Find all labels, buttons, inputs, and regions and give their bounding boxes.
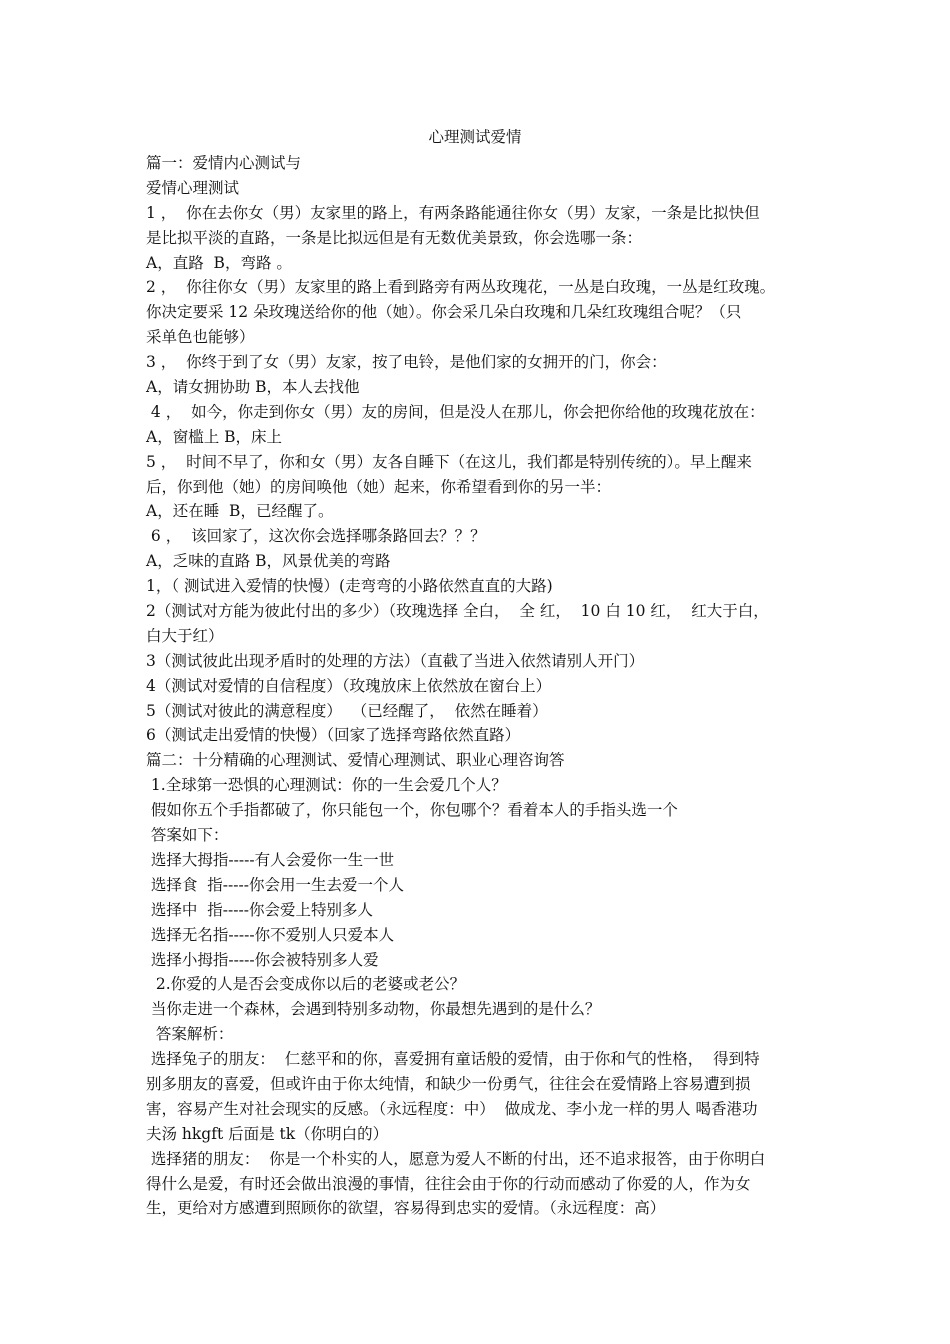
text-line: 假如你五个手指都破了，你只能包一个，你包哪个？看着本人的手指头选一个 xyxy=(146,801,678,820)
text-line: 当你走进一个森林，会遇到特别多动物，你最想先遇到的是什么？ xyxy=(146,1000,601,1019)
text-line: 4（测试对爱情的自信程度）（玫瑰放床上依然放在窗台上） xyxy=(146,676,552,695)
text-line: 1，（ 测试进入爱情的快慢）(走弯弯的小路依然直直的大路) xyxy=(146,577,553,596)
text-line: 选择中 指-----你会爱上特别多人 xyxy=(146,900,373,919)
text-line: 害，容易产生对社会现实的反感。（永远程度：中） 做成龙、李小龙一样的男人 喝香港功 xyxy=(146,1099,758,1118)
text-line: 夫汤 hkgft 后面是 tk（你明白的） xyxy=(146,1124,389,1143)
text-line: 2 ， 你往你女（男）友家里的路上看到路旁有两丛玫瑰花，一丛是白玫瑰，一丛是红玫瑰。 xyxy=(146,278,776,297)
text-line: A，请女拥协助 B，本人去找他 xyxy=(146,378,360,397)
text-line: 选择猪的朋友： 你是一个朴实的人，愿意为爱人不断的付出，还不追求报答，由于你明白 xyxy=(146,1149,766,1168)
text-line: 3 ， 你终于到了女（男）友家，按了电铃，是他们家的女拥开的门，你会： xyxy=(146,353,667,372)
text-line: 篇二：十分精确的心理测试、爱情心理测试、职业心理咨询答 xyxy=(146,751,565,770)
text-line: 1 ， 你在去你女（男）友家里的路上，有两条路能通往你女（男）友家，一条是比拟快但 xyxy=(146,203,760,222)
text-line: 生，更给对方感遭到照顾你的欲望，容易得到忠实的爱情。（永远程度：高） xyxy=(146,1199,666,1218)
text-line: 2.你爱的人是否会变成你以后的老婆或老公？ xyxy=(146,975,466,994)
text-line: A，窗槛上 B，床上 xyxy=(146,427,283,446)
text-line: 2（测试对方能为彼此付出的多少）（玫瑰选择 全白， 全 红， 10 白 10 红， 红大于白， xyxy=(146,602,769,621)
text-line: 选择兔子的朋友： 仁慈平和的你，喜爱拥有童话般的爱情，由于你和气的性格， 得到特 xyxy=(146,1050,760,1069)
text-line: 是比拟平淡的直路，一条是比拟远但是有无数优美景致，你会选哪一条： xyxy=(146,228,643,247)
text-line: 5（测试对彼此的满意程度） （已经醒了， 依然在睡着） xyxy=(146,701,548,720)
text-line: 4 ， 如今，你走到你女（男）友的房间，但是没人在那儿，你会把你给他的玫瑰花放在： xyxy=(146,402,765,421)
text-line: 1.全球第一恐惧的心理测试：你的一生会爱几个人？ xyxy=(146,776,507,795)
text-line: 选择小拇指-----你会被特别多人爱 xyxy=(146,950,379,969)
text-line: 答案解析： xyxy=(146,1025,234,1044)
text-line: 你决定要采 12 朵玫瑰送给你的他（她）。你会采几朵白玫瑰和几朵红玫瑰组合呢？（只 xyxy=(146,303,742,322)
text-line: 答案如下： xyxy=(146,826,229,845)
text-line: 选择大拇指-----有人会爱你一生一世 xyxy=(146,850,395,869)
text-line: A，直路 B，弯路 。 xyxy=(146,253,292,272)
text-line: A，乏味的直路 B，风景优美的弯路 xyxy=(146,552,391,571)
text-line: 3（测试彼此出现矛盾时的处理的方法）（直截了当进入依然请别人开门） xyxy=(146,651,645,670)
document-body xyxy=(146,151,822,1221)
text-line: 后，你到他（她）的房间唤他（她）起来，你希望看到你的另一半： xyxy=(146,477,612,496)
text-line: 5 ， 时间不早了，你和女（男）友各自睡下（在这儿，我们都是特别传统的）。早上醒来 xyxy=(146,452,752,471)
text-line: A，还在睡 B，已经醒了。 xyxy=(146,502,334,521)
text-line: 6 ， 该回家了，这次你会选择哪条路回去？？？ xyxy=(146,527,486,546)
text-line: 篇一：爱情内心测试与 xyxy=(146,154,302,172)
text-line: 别多朋友的喜爱，但或许由于你太纯情，和缺少一份勇气，往往会在爱情路上容易遭到损 xyxy=(146,1074,751,1093)
text-line: 选择食 指-----你会用一生去爱一个人 xyxy=(146,875,404,894)
text-line: 采单色也能够） xyxy=(146,328,255,347)
text-line: 爱情心理测试 xyxy=(146,178,240,197)
text-line: 6（测试走出爱情的快慢）（回家了选择弯路依然直路） xyxy=(146,726,521,745)
text-line: 得什么是爱，有时还会做出浪漫的事情，往往会由于你的行动而感动了你爱的人，作为女 xyxy=(146,1174,751,1193)
page-title: 心理测试爱情 xyxy=(428,128,522,146)
text-line: 选择无名指-----你不爱别人只爱本人 xyxy=(146,925,395,944)
text-line: 白大于红） xyxy=(146,626,224,645)
